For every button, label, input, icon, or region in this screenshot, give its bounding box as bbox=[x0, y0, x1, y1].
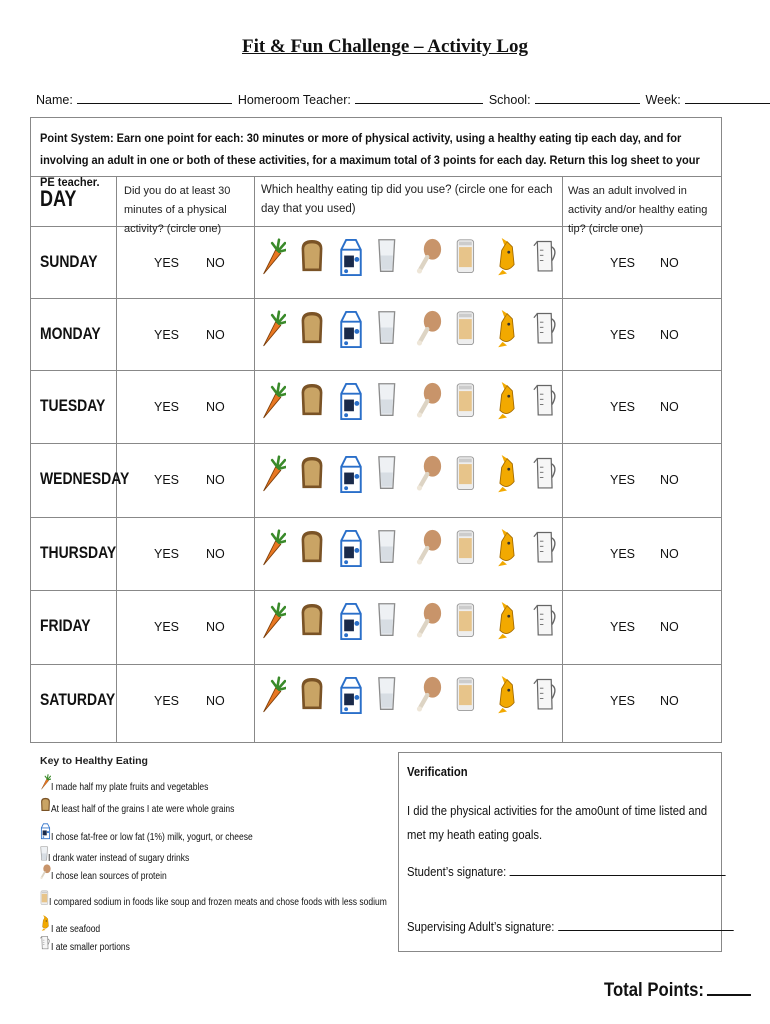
adult-no-option[interactable]: NO bbox=[660, 547, 679, 561]
key-item-label: I made half my plate fruits and vegetables bbox=[51, 781, 209, 793]
activity-yes-option[interactable]: YES bbox=[154, 400, 180, 414]
soup-can-icon bbox=[40, 890, 49, 908]
water-glass-icon bbox=[40, 846, 48, 864]
activity-no-option[interactable]: NO bbox=[206, 620, 225, 634]
day-row-monday bbox=[30, 298, 722, 370]
teacher-field[interactable]: Homeroom Teacher: bbox=[238, 92, 489, 107]
day-name: MONDAY bbox=[40, 324, 101, 343]
adult-yes-option[interactable]: YES bbox=[610, 547, 636, 561]
carrot-icon bbox=[40, 774, 51, 793]
verification-title: Verification bbox=[407, 765, 468, 779]
activity-yes-option[interactable]: YES bbox=[154, 547, 180, 561]
activity-yes-option[interactable]: YES bbox=[154, 620, 180, 634]
point-system-text: Point System: Earn one point for each: 30 minutes or more of physical activity, using a healthy eating tip each day, and for involving an adult in one or both of these activities, for a maximum total of 3 points for each day. Return this log sheet to your PE teacher. bbox=[40, 131, 700, 189]
day-column-header: DAY bbox=[40, 186, 77, 211]
eating-tip-icons bbox=[260, 529, 570, 579]
header-fields bbox=[36, 92, 770, 107]
bread-icon bbox=[40, 797, 51, 815]
adult-no-option[interactable]: NO bbox=[660, 694, 679, 708]
page-title: Fit & Fun Challenge – Activity Log bbox=[241, 36, 529, 57]
activity-yes-option[interactable]: YES bbox=[154, 473, 180, 487]
activity-no-option[interactable]: NO bbox=[206, 400, 225, 414]
key-item-label: I drank water instead of sugary drinks bbox=[48, 852, 190, 864]
day-name: THURSDAY bbox=[40, 543, 117, 562]
adult-question-header: Was an adult involved in activity and/or healthy eating tip? (circle one) bbox=[568, 185, 708, 235]
week-field[interactable]: Week: bbox=[646, 92, 770, 107]
healthy-eating-key bbox=[40, 755, 148, 771]
eating-tip-icons bbox=[260, 310, 570, 360]
adult-yes-option[interactable]: YES bbox=[610, 620, 636, 634]
day-name: SUNDAY bbox=[40, 252, 98, 271]
day-row-tuesday bbox=[30, 370, 722, 442]
activity-no-option[interactable]: NO bbox=[206, 328, 225, 342]
adult-yes-option[interactable]: YES bbox=[610, 473, 636, 487]
name-field[interactable]: Name: bbox=[36, 92, 238, 107]
adult-yes-option[interactable]: YES bbox=[610, 400, 636, 414]
key-item-label: I chose lean sources of protein bbox=[51, 871, 167, 883]
day-name: WEDNESDAY bbox=[40, 469, 130, 488]
adult-no-option[interactable]: NO bbox=[660, 620, 679, 634]
adult-yes-option[interactable]: YES bbox=[610, 694, 636, 708]
activity-no-option[interactable]: NO bbox=[206, 547, 225, 561]
activity-yes-option[interactable]: YES bbox=[154, 328, 180, 342]
eating-tip-icons bbox=[260, 676, 570, 726]
key-item bbox=[40, 774, 236, 793]
activity-no-option[interactable]: NO bbox=[206, 256, 225, 270]
fish-icon bbox=[40, 915, 51, 935]
verification-box bbox=[398, 752, 722, 952]
activity-question-header: Did you do at least 30 minutes of a physical activity? (circle one) bbox=[124, 185, 231, 235]
adult-no-option[interactable]: NO bbox=[660, 473, 679, 487]
key-item bbox=[40, 823, 288, 843]
key-item-label: I ate seafood bbox=[51, 923, 101, 935]
key-item bbox=[40, 864, 187, 882]
key-item bbox=[40, 915, 109, 935]
key-item-label: I chose fat-free or low fat (1%) milk, yogurt, or cheese bbox=[51, 831, 253, 843]
key-title: Key to Healthy Eating bbox=[40, 755, 148, 767]
adult-no-option[interactable]: NO bbox=[660, 400, 679, 414]
eating-tip-question-header: Which healthy eating tip did you use? (circle one for each day that you used) bbox=[261, 184, 553, 215]
key-item bbox=[40, 797, 267, 815]
day-row-friday bbox=[30, 590, 722, 662]
adult-yes-option[interactable]: YES bbox=[610, 256, 636, 270]
verification-statement: I did the physical activities for the amo0unt of time listed and met my heath eating goals. bbox=[407, 804, 708, 842]
eating-tip-icons bbox=[260, 238, 570, 288]
key-item-label: I ate smaller portions bbox=[51, 942, 130, 954]
eating-tip-icons bbox=[260, 382, 570, 432]
total-points-field[interactable]: Total Points: bbox=[604, 978, 751, 1002]
day-row-saturday bbox=[30, 664, 722, 736]
adult-signature-field[interactable]: Supervising Adult’s signature: bbox=[407, 918, 733, 934]
adult-no-option[interactable]: NO bbox=[660, 328, 679, 342]
activity-no-option[interactable]: NO bbox=[206, 694, 225, 708]
key-item bbox=[40, 935, 144, 953]
adult-no-option[interactable]: NO bbox=[660, 256, 679, 270]
day-name: FRIDAY bbox=[40, 616, 91, 635]
adult-yes-option[interactable]: YES bbox=[610, 328, 636, 342]
day-row-sunday bbox=[30, 226, 722, 298]
pitcher-icon bbox=[40, 935, 51, 953]
chicken-leg-icon bbox=[40, 864, 51, 882]
school-field[interactable]: School: bbox=[489, 92, 646, 107]
day-row-thursday bbox=[30, 517, 722, 589]
day-name: TUESDAY bbox=[40, 396, 106, 415]
activity-yes-option[interactable]: YES bbox=[154, 694, 180, 708]
key-item-label: I compared sodium in foods like soup and frozen meats and chose foods with less sodium bbox=[48, 897, 387, 909]
student-signature-field[interactable]: Student’s signature: bbox=[407, 863, 726, 879]
milk-carton-icon bbox=[40, 823, 51, 843]
divider bbox=[30, 176, 722, 177]
key-item bbox=[40, 846, 214, 864]
eating-tip-icons bbox=[260, 455, 570, 505]
day-name: SATURDAY bbox=[40, 690, 116, 709]
key-item-label: At least half of the grains I ate were whole grains bbox=[51, 803, 235, 815]
key-item bbox=[40, 890, 446, 908]
day-row-wednesday bbox=[30, 443, 722, 515]
activity-no-option[interactable]: NO bbox=[206, 473, 225, 487]
activity-yes-option[interactable]: YES bbox=[154, 256, 180, 270]
eating-tip-icons bbox=[260, 602, 570, 652]
